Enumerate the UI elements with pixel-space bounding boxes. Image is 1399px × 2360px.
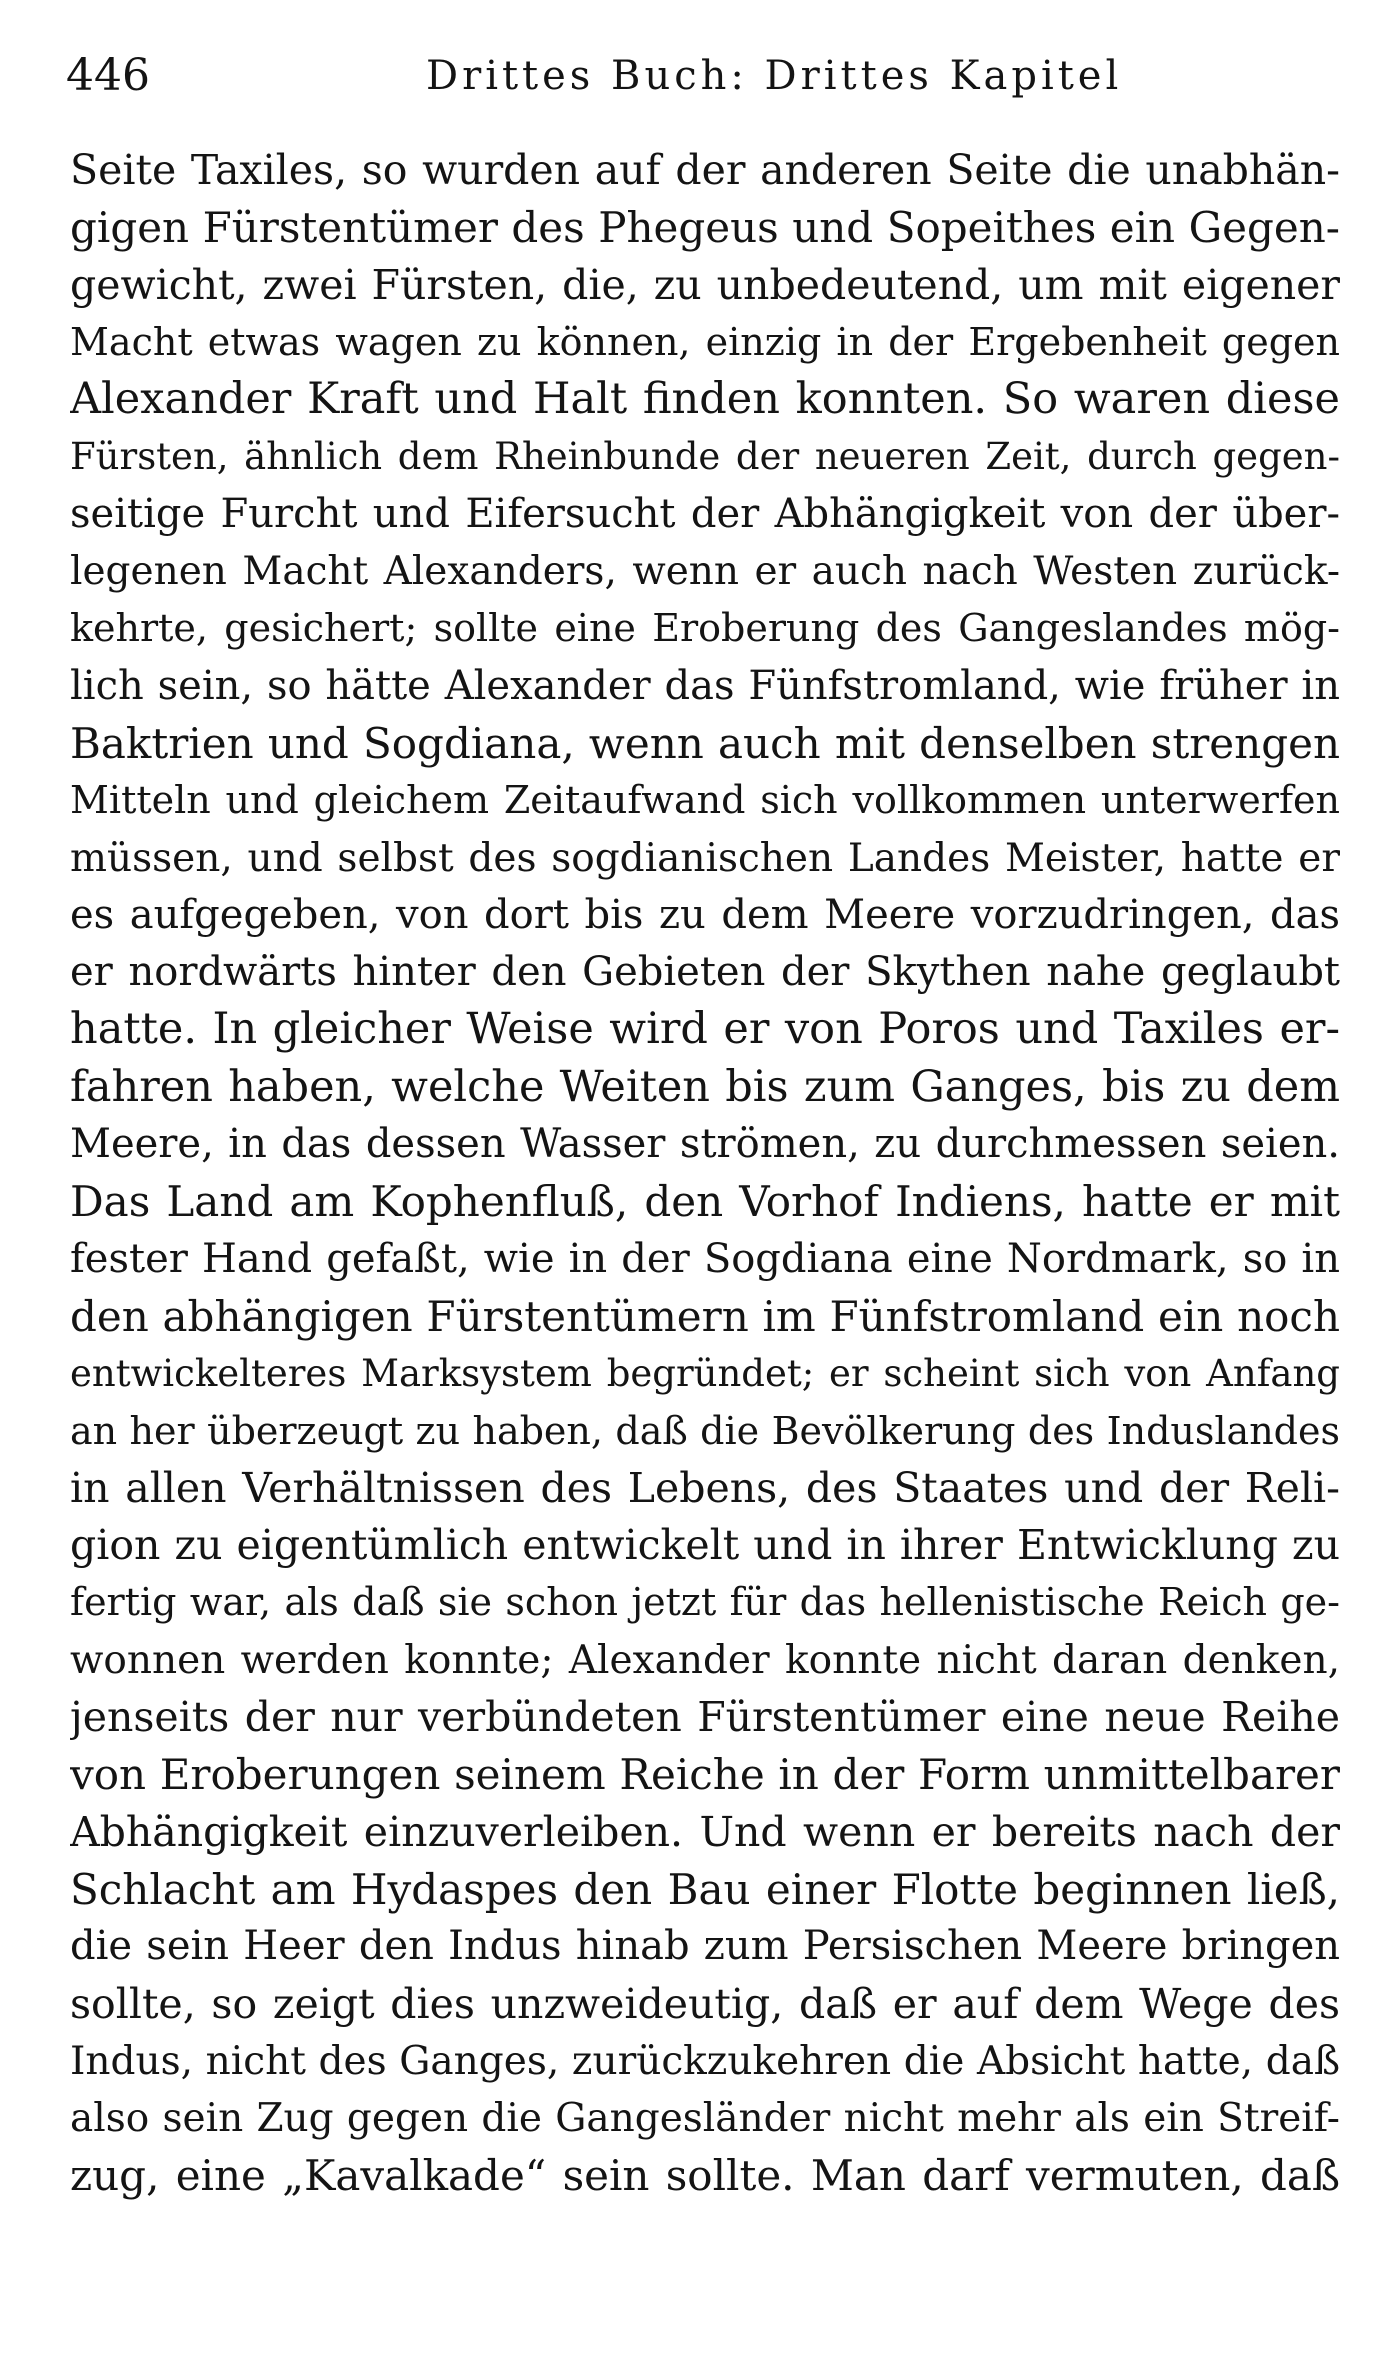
text-line: lich sein, so hätte Alexander das Fünfstromland, wie früher in <box>70 662 1340 709</box>
text-line: Alexander Kraft und Halt finden konnten. So waren diese <box>70 374 1340 425</box>
text-line: Fürsten, ähnlich dem Rheinbunde der neueren Zeit, durch gegen- <box>70 435 1340 479</box>
text-line: an her überzeugt zu haben, daß die Bevölkerung des Induslandes <box>70 1408 1340 1453</box>
text-line: Baktrien und Sogdiana, wenn auch mit denselben strengen <box>70 718 1340 768</box>
text-line: also sein Zug gegen die Gangesländer nicht mehr als ein Streif- <box>70 2096 1340 2142</box>
text-line: er nordwärts hinter den Gebieten der Skythen nahe geglaubt <box>70 949 1340 996</box>
text-line: jenseits der nur verbündeten Fürstentümer eine neue Reihe <box>70 1693 1340 1742</box>
text-line: gigen Fürstentümer des Phegeus und Sopeithes ein Gegen- <box>70 203 1340 253</box>
text-line: gewicht, zwei Fürsten, die, zu unbedeutend, um mit eigener <box>70 260 1340 309</box>
page-number: 446 <box>66 50 150 101</box>
text-line: Schlacht am Hydaspes den Bau einer Flotte beginnen ließ, <box>70 1864 1340 1914</box>
text-line: von Eroberungen seinem Reiche in der Form unmittelbarer <box>70 1750 1340 1800</box>
text-line: Macht etwas wagen zu können, einzig in der Ergebenheit gegen <box>70 319 1340 364</box>
text-line: fertig war, als daß sie schon jetzt für das hellenistische Reich ge- <box>70 1580 1340 1625</box>
text-line: zug, eine „Kavalkade“ sein sollte. Man darf vermuten, daß <box>70 2151 1340 2201</box>
chapter-heading: Drittes Buch: Drittes Kapitel <box>426 53 1123 99</box>
text-line: kehrte, gesichert; sollte eine Eroberung des Gangeslandes mög- <box>70 606 1340 651</box>
text-line: legenen Macht Alexanders, wenn er auch nach Westen zurück- <box>70 549 1340 595</box>
running-head <box>66 40 1336 120</box>
text-line: müssen, und selbst des sogdianischen Landes Meister, hatte er <box>70 835 1340 881</box>
text-line: Seite Taxiles, so wurden auf der anderen Seite die unabhän- <box>70 146 1340 194</box>
text-line: Mitteln und gleichem Zeitaufwand sich vollkommen unterwerfen <box>70 778 1340 823</box>
text-line: fester Hand gefaßt, wie in der Sogdiana eine Nordmark, so in <box>70 1235 1340 1282</box>
text-line: Abhängigkeit einzuverleiben. Und wenn er bereits nach der <box>70 1807 1340 1856</box>
text-line: gion zu eigentümlich entwickelt und in ihrer Entwicklung zu <box>70 1521 1340 1570</box>
text-line: fahren haben, welche Weiten bis zum Ganges, bis zu dem <box>70 1061 1340 1112</box>
text-line: den abhängigen Fürstentümern im Fünfstromland ein noch <box>70 1291 1340 1341</box>
body-text <box>70 142 1340 2205</box>
text-line: Das Land am Kophenfluß, den Vorhof Indiens, hatte er mit <box>70 1177 1340 1227</box>
text-line: Indus, nicht des Ganges, zurückzukehren die Absicht hatte, daß <box>70 2038 1340 2084</box>
text-line: die sein Heer den Indus hinab zum Persischen Meere bringen <box>70 1923 1340 1970</box>
text-line: sollte, so zeigt dies unzweideutig, daß er auf dem Wege des <box>70 1979 1340 2028</box>
text-line: seitige Furcht und Eifersucht der Abhängigkeit von der über- <box>70 490 1340 537</box>
text-line: es aufgegeben, von dort bis zu dem Meere vorzudringen, das <box>70 891 1340 938</box>
text-line: wonnen werden konnte; Alexander konnte nicht daran denken, <box>70 1637 1340 1683</box>
text-line: in allen Verhältnissen des Lebens, des Staates und der Reli- <box>70 1463 1340 1512</box>
text-line: hatte. In gleicher Weise wird er von Poros und Taxiles er- <box>70 1004 1340 1055</box>
text-line: Meere, in das dessen Wasser strömen, zu durchmessen seien. <box>70 1121 1340 1168</box>
text-line: entwickelteres Marksystem begründet; er scheint sich von Anfang <box>70 1352 1340 1396</box>
